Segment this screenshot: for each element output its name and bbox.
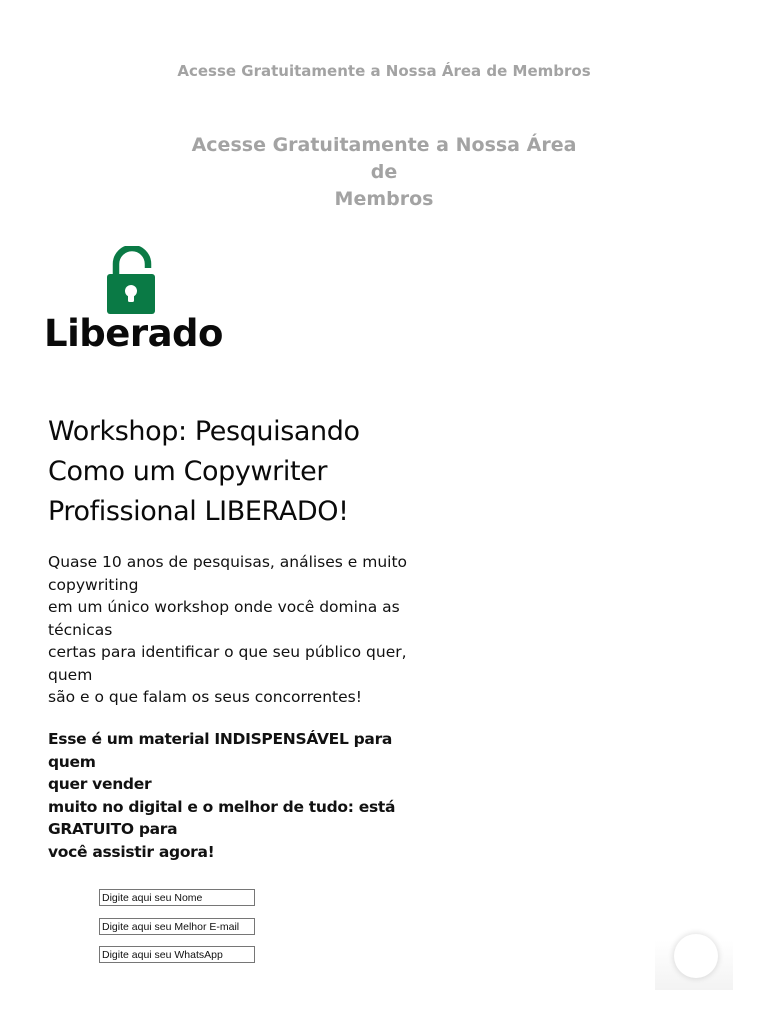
highlight-paragraph [48,728,438,863]
floating-action-button[interactable] [674,934,718,978]
headline-line: Como um Copywriter [48,456,328,487]
highlight-line: Esse é um material INDISPENSÁVEL para quem [48,730,393,771]
highlight-line: GRATUITO para [48,820,178,838]
highlight-line: você assistir agora! [48,842,215,861]
name-field[interactable] [99,889,255,906]
description-line: técnicas [48,620,113,639]
description-line: em um único workshop onde você domina as [48,598,400,616]
header-large-title-line: Membros [334,188,434,210]
headline-line: Profissional LIBERADO! [48,496,349,527]
description-line: quem [48,665,93,684]
workshop-headline [48,412,428,532]
description-line: copywriting [48,575,139,594]
whatsapp-field[interactable] [99,946,255,963]
liberado-logo [44,246,224,358]
header-large-title [184,132,584,213]
email-field[interactable] [99,918,255,935]
description-paragraph [48,551,438,709]
header-large-title-line: Acesse Gratuitamente a Nossa Área de [191,134,577,183]
unlocked-padlock-icon [106,246,158,316]
header-small-title: Acesse Gratuitamente a Nossa Área de Membros [177,62,591,80]
description-line: são e o que falam os seus concorrentes! [48,688,362,706]
description-line: Quase 10 anos de pesquisas, análises e muito [48,553,408,571]
highlight-line: quer vender [48,775,152,793]
description-line: certas para identificar o que seu público quer, [48,643,407,661]
logo-wordmark: Liberado [44,312,223,355]
headline-line: Workshop: Pesquisando [48,416,360,447]
highlight-line: muito no digital e o melhor de tudo: está [48,797,396,816]
